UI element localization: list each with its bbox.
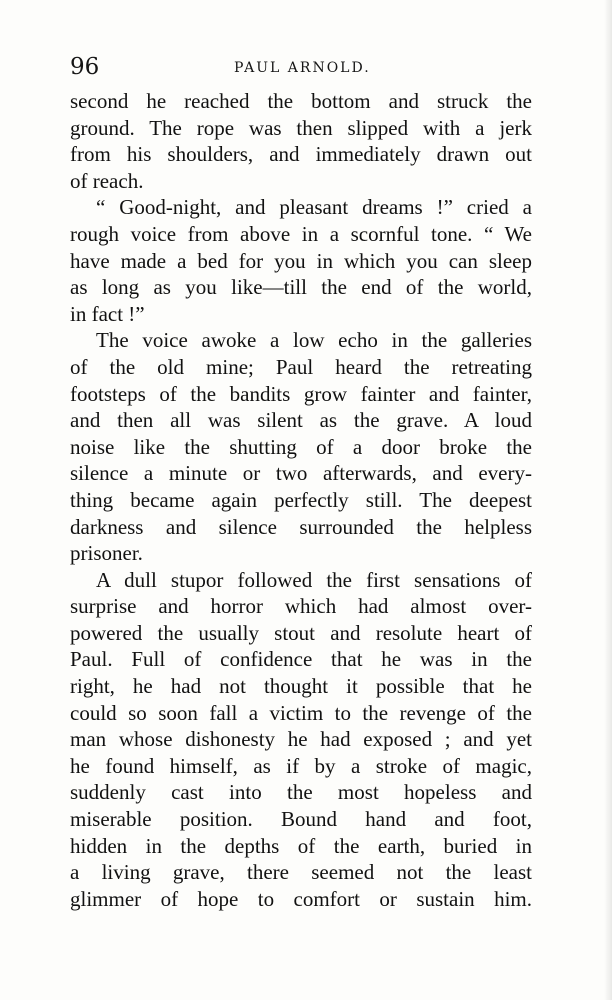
text-line: second he reached the bottom and struck the — [70, 89, 532, 113]
body-text — [70, 88, 532, 912]
text-line: he found himself, as if by a stroke of magic, — [70, 753, 532, 778]
text-line: prisoner. — [70, 541, 143, 566]
text-line: of the old mine; Paul heard the retreating — [70, 354, 532, 379]
text-line: Paul. Full of confidence that he was in the — [70, 647, 532, 672]
text-line: A dull stupor followed the first sensations of — [96, 567, 532, 592]
text-line: hidden in the depths of the earth, buried in — [70, 833, 532, 858]
text-line: have made a bed for you in which you can sleep — [70, 248, 532, 273]
text-line: darkness and silence surrounded the helpless — [70, 514, 532, 539]
text-line: footsteps of the bandits grow fainter and fainter, — [70, 381, 532, 406]
running-head-title: PAUL ARNOLD. — [234, 60, 371, 76]
text-line: of reach. — [70, 168, 144, 193]
text-line: “ Good-night, and pleasant dreams !” cried a — [96, 195, 532, 220]
text-line: silence a minute or two afterwards, and every- — [70, 461, 532, 486]
text-line: surprise and horror which had almost over- — [70, 594, 532, 619]
text-line: a living grave, there seemed not the least — [70, 860, 532, 885]
text-line: from his shoulders, and immediately drawn out — [70, 142, 532, 167]
text-line: in fact !” — [70, 301, 145, 326]
running-head — [70, 52, 532, 82]
text-line: and then all was silent as the grave. A loud — [70, 408, 532, 433]
text-line: could so soon fall a victim to the revenge of the — [70, 700, 532, 725]
text-line: suddenly cast into the most hopeless and — [70, 780, 532, 805]
text-line: ground. The rope was then slipped with a jerk — [70, 115, 532, 140]
text-line: as long as you like—till the end of the world, — [70, 275, 532, 300]
text-line: powered the usually stout and resolute heart of — [70, 620, 532, 645]
text-line: glimmer of hope to comfort or sustain him. — [70, 886, 532, 911]
text-line: right, he had not thought it possible that he — [70, 674, 532, 699]
text-line: miserable position. Bound hand and foot, — [70, 807, 532, 832]
text-line: rough voice from above in a scornful tone. “ We — [70, 221, 532, 246]
text-line: noise like the shutting of a door broke the — [70, 434, 532, 459]
page-edge-shadow — [604, 0, 612, 1000]
text-line: man whose dishonesty he had exposed ; and yet — [70, 727, 532, 752]
text-line: The voice awoke a low echo in the galleries — [96, 328, 532, 353]
text-line: thing became again perfectly still. The deepest — [70, 487, 532, 512]
page-number: 96 — [70, 54, 100, 80]
